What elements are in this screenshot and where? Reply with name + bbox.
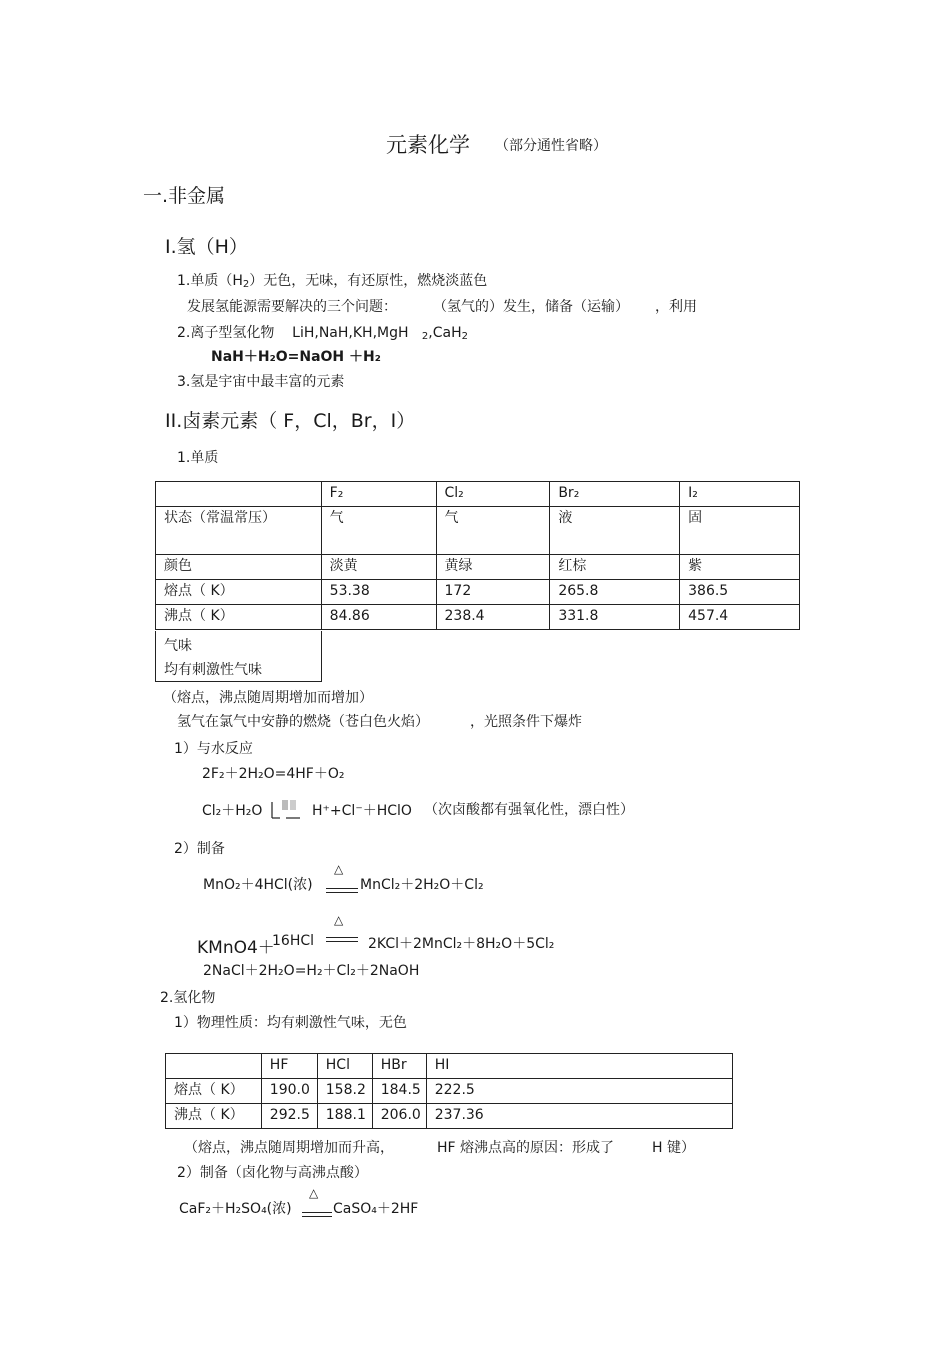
section-nonmetal: 一.非金属 [143,185,226,207]
heat-triangle-icon: △ [334,862,344,876]
prep-equation-1a: MnO₂＋4HCl(浓) [203,877,313,893]
title-note: （部分通性省略） [495,138,607,154]
hydride-note-c: H 键） [652,1140,695,1156]
burn-line-a: 氢气在氯气中安静的燃烧（苍白色火焰） [177,714,429,730]
table-cell: 457.4 [680,605,800,630]
hydrogen-energy-line-a: 发展氢能源需要解决的三个问题： [187,299,397,315]
hydrogen-item-2: 2.离子型氢化物 LiH,NaH,KH,MgH $_2$,CaH$_2$ [177,325,468,342]
table-cell: 237.36 [426,1104,732,1129]
heat-triangle-icon: △ [309,1186,319,1200]
table-cell: 气 [321,507,436,555]
table-cell: 固 [680,507,800,555]
hydride-prep-title: 2）制备（卤化物与高沸点酸） [177,1165,368,1181]
section-halogen: II.卤素元素（ F，Cl，Br，I） [165,410,416,432]
table-cell: 沸点（ K） [156,605,322,630]
table-cell [166,1054,262,1079]
table-cell: 265.8 [550,580,680,605]
hydrogen-item-3: 3.氢是宇宙中最丰富的元素 [177,374,345,390]
smell-cell [155,631,322,682]
hydride-title: 2.氢化物 [160,990,216,1006]
table-row [166,1079,733,1104]
table-cell: 190.0 [261,1079,317,1104]
reversible-arrow-icon [270,798,306,820]
nah-equation: NaH＋H₂O=NaOH ＋H₂ [211,349,381,365]
table-cell: 184.5 [372,1079,426,1104]
smell-label: 气味 [164,638,192,654]
table-cell [156,482,322,507]
table-cell: 淡黄 [321,555,436,580]
burn-line-b: ，光照条件下爆炸 [470,714,582,730]
hydride-note-b: HF 熔沸点高的原因：形成了 [437,1140,615,1156]
table-cell: HI [426,1054,732,1079]
halogen-item-1: 1.单质 [177,450,219,466]
table-cell: 238.4 [436,605,550,630]
table-cell: HF [261,1054,317,1079]
table-cell: 紫 [680,555,800,580]
table-row [156,605,800,630]
section-hydrogen: I.氢（H） [165,236,248,258]
table-cell: 沸点（ K） [166,1104,262,1129]
table-cell: 黄绿 [436,555,550,580]
prep-equation-2c: 2KCl＋2MnCl₂＋8H₂O＋5Cl₂ [368,936,555,952]
table-row [156,555,800,580]
table-cell: 红棕 [550,555,680,580]
table-cell: Cl₂ [436,482,550,507]
water-reaction-title: 1）与水反应 [174,741,253,757]
prep-equation-2a: KMnO4＋ [197,938,275,958]
hydride-physical: 1）物理性质：均有刺激性气味，无色 [174,1015,407,1031]
double-line-icon [326,878,358,897]
table-cell: 188.1 [317,1104,372,1129]
table-cell: 液 [550,507,680,555]
table-cell: 331.8 [550,605,680,630]
table-row [156,482,800,507]
double-line-icon [302,1202,332,1221]
table-row [156,580,800,605]
preparation-title: 2）制备 [174,841,225,857]
water-equation-2b: H⁺+Cl⁻＋HClO [312,803,412,819]
table-row [166,1054,733,1079]
hydride-table [165,1053,733,1129]
table-cell: 熔点（ K） [166,1079,262,1104]
prep-equation-3: 2NaCl＋2H₂O=H₂＋Cl₂＋2NaOH [203,963,420,979]
table-cell: 292.5 [261,1104,317,1129]
table-cell: HCl [317,1054,372,1079]
table-cell: I₂ [680,482,800,507]
table-row [166,1104,733,1129]
table-cell: HBr [372,1054,426,1079]
table-cell: 气 [436,507,550,555]
table-cell: 206.0 [372,1104,426,1129]
water-equation-1: 2F₂＋2H₂O=4HF＋O₂ [202,766,345,782]
table-cell: Br₂ [550,482,680,507]
table-cell: 222.5 [426,1079,732,1104]
smell-value: 均有刺激性气味 [164,662,262,678]
table-cell: 53.38 [321,580,436,605]
hydrogen-energy-line-b: （氢气的）发生，储备（运输） [433,299,629,315]
hydrogen-energy-line-c: ，利用 [655,299,697,315]
table-cell: 状态（常温常压） [156,507,322,555]
prep-equation-1b: MnCl₂＋2H₂O＋Cl₂ [360,877,484,893]
table-cell: F₂ [321,482,436,507]
table-cell: 84.86 [321,605,436,630]
note-melting: （熔点，沸点随周期增加而增加） [163,690,373,706]
prep-equation-2b: 16HCl [272,933,315,949]
hydride-note-a: （熔点，沸点随周期增加而升高， [184,1140,394,1156]
table-cell: 158.2 [317,1079,372,1104]
double-line-icon [326,927,358,946]
caf2-equation-a: CaF₂＋H₂SO₄(浓) [179,1201,292,1217]
halogen-table [155,481,800,630]
heat-triangle-icon: △ [334,913,344,927]
table-cell: 386.5 [680,580,800,605]
table-row [156,507,800,555]
hypohalous-note: （次卤酸都有强氧化性，漂白性） [424,802,634,818]
hydrogen-item-1: 1.单质$(H_2)$无色，无味，有还原性，燃烧淡蓝色 [177,273,488,290]
water-equation-2a: Cl₂＋H₂O [202,803,263,819]
caf2-equation-b: CaSO₄＋2HF [333,1201,419,1217]
table-cell: 颜色 [156,555,322,580]
table-cell: 172 [436,580,550,605]
table-cell: 熔点（ K） [156,580,322,605]
page-title: 元素化学 [386,133,470,157]
